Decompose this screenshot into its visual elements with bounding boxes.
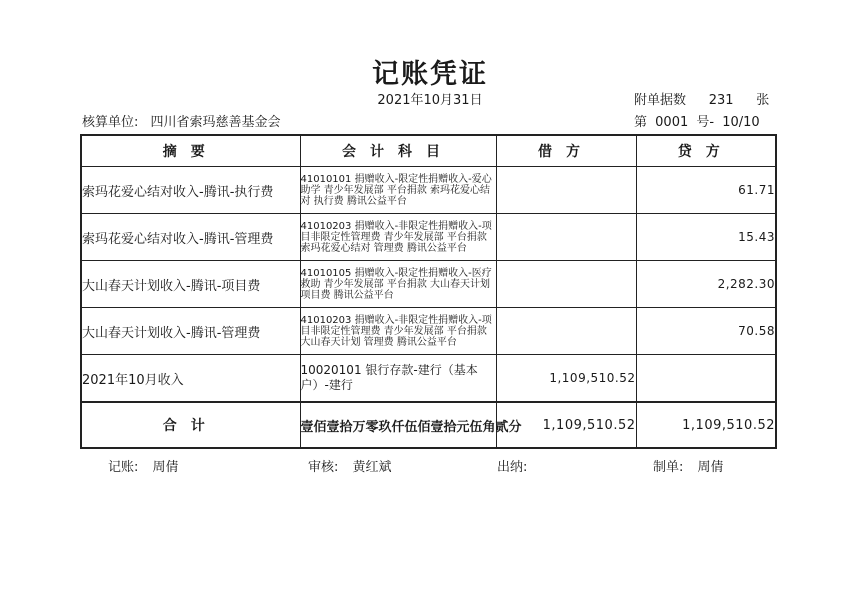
table-row: [81, 214, 776, 261]
reviewer-name: 黄红斌: [352, 460, 392, 475]
preparer-label: 制单:: [653, 460, 684, 475]
row-account: 41010101 捐赠收入-限定性捐赠收入-爱心助学 青少年发展部 平台捐款 索玛花爱心结对 执行费 腾讯公益平台: [300, 167, 496, 214]
table-row: [81, 261, 776, 308]
header-debit: 借方: [496, 135, 636, 167]
row-debit: 1,109,510.52: [496, 355, 636, 403]
row-credit: 15.43: [636, 214, 776, 261]
bookkeeper-label: 记账:: [108, 460, 139, 475]
attachment-count: [634, 89, 769, 108]
attachment-label: 附单据数: [634, 93, 687, 108]
total-label: 合计: [81, 402, 300, 448]
row-account: 41010203 捐赠收入-非限定性捐赠收入-项目非限定性管理费 青少年发展部 平台捐款 索玛花爱心结对 管理费 腾讯公益平台: [300, 214, 496, 261]
table-header-row: [81, 135, 776, 167]
accounting-unit: [82, 111, 281, 130]
table-row: [81, 167, 776, 214]
preparer-signature: [653, 456, 724, 475]
total-debit: 1,109,510.52: [496, 402, 636, 448]
row-credit: 2,282.30: [636, 261, 776, 308]
row-credit: 70.58: [636, 308, 776, 355]
voucher-no-prefix: 第: [634, 115, 648, 130]
voucher-page: 10/10: [722, 115, 760, 130]
voucher-no-sep: 号-: [696, 115, 715, 130]
accounting-unit-name: 四川省索玛慈善基金会: [150, 115, 281, 130]
row-summary: 大山春天计划收入-腾讯-管理费: [81, 308, 300, 355]
header-summary: 摘要: [81, 135, 300, 167]
voucher-number: [634, 111, 764, 130]
accounting-unit-label: 核算单位:: [82, 115, 139, 130]
row-account: 41010203 捐赠收入-非限定性捐赠收入-项目非限定性管理费 青少年发展部 平台捐款 大山春天计划 管理费 腾讯公益平台: [300, 308, 496, 355]
total-credit: 1,109,510.52: [636, 402, 776, 448]
cashier-signature: [497, 456, 537, 475]
row-account: 41010105 捐赠收入-限定性捐赠收入-医疗救助 青少年发展部 平台捐款 大山春天计划 项目费 腾讯公益平台: [300, 261, 496, 308]
table-row: [81, 308, 776, 355]
reviewer-label: 审核:: [308, 460, 339, 475]
reviewer-signature: [308, 456, 392, 475]
attachment-unit: 张: [756, 93, 770, 108]
row-account: 10020101 银行存款-建行（基本户）-建行: [300, 355, 496, 403]
row-debit: [496, 261, 636, 308]
row-summary: 大山春天计划收入-腾讯-项目费: [81, 261, 300, 308]
row-credit: [636, 355, 776, 403]
cashier-label: 出纳:: [497, 460, 528, 475]
row-debit: [496, 214, 636, 261]
header-account: 会计科目: [300, 135, 496, 167]
row-credit: 61.71: [636, 167, 776, 214]
table-row: [81, 355, 776, 403]
voucher-no-value: 0001: [655, 115, 689, 130]
header-credit: 贷方: [636, 135, 776, 167]
total-row: [81, 402, 776, 448]
row-summary: 索玛花爱心结对收入-腾讯-管理费: [81, 214, 300, 261]
voucher-title: 记账凭证: [372, 59, 488, 90]
bookkeeper-signature: [108, 456, 179, 475]
total-words-text: 壹佰壹拾万零玖仟伍佰壹拾元伍角贰分: [300, 419, 522, 435]
row-debit: [496, 308, 636, 355]
row-debit: [496, 167, 636, 214]
voucher-date: 2021年10月31日: [377, 93, 483, 108]
preparer-name: 周倩: [697, 460, 724, 475]
total-in-words: [300, 402, 522, 448]
attachment-number: 231: [708, 93, 734, 108]
row-summary: 2021年10月收入: [81, 355, 300, 403]
bookkeeper-name: 周倩: [152, 460, 179, 475]
ledger-table: [80, 134, 777, 449]
row-summary: 索玛花爱心结对收入-腾讯-执行费: [81, 167, 300, 214]
